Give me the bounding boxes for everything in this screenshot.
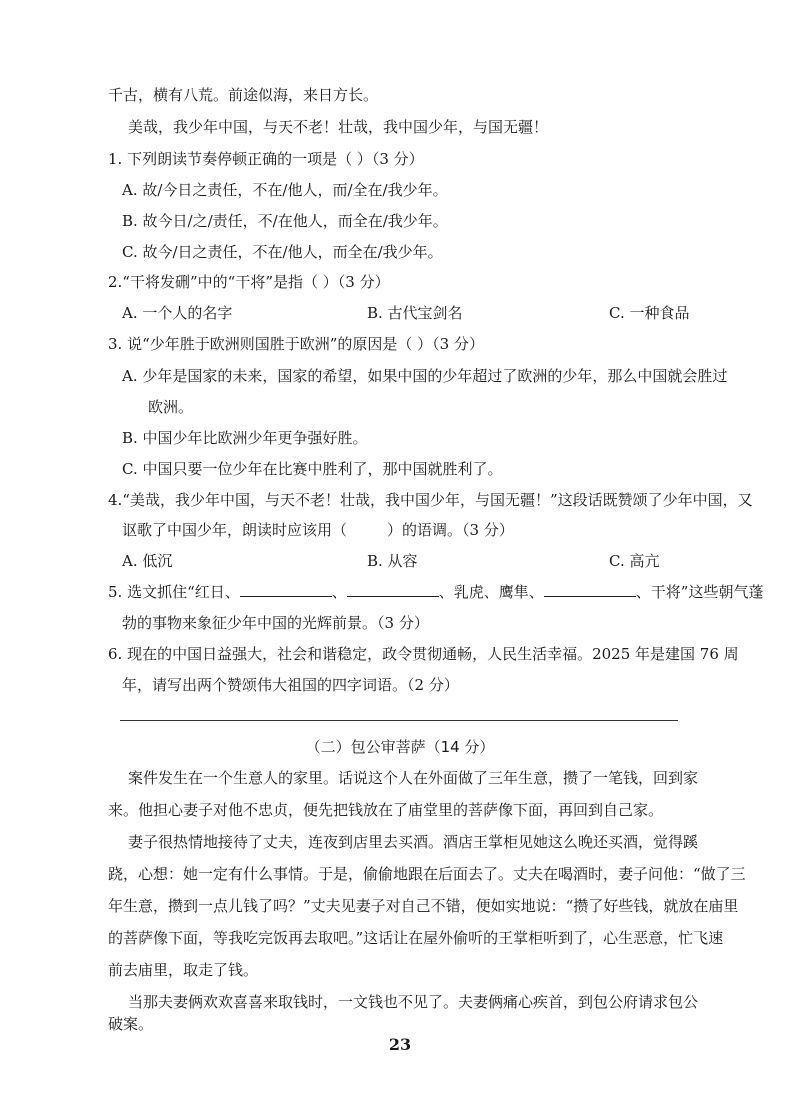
- question-6-stem-cont: 年，请写出两个赞颂伟大祖国的四字词语。（2 分）: [122, 676, 459, 694]
- question-1-option-a: A. 故/今日之责任，不在/他人，而/全在/我少年。: [122, 181, 448, 199]
- question-4-stem: 4.“美哉，我少年中国，与天不老！壮哉，我中国少年，与国无疆！”这段话既赞颂了少年中国，又: [108, 491, 753, 509]
- story-line: 年生意，攒到一点儿钱了吗？”丈夫见妻子对自己不错，便如实地说：“攒了好些钱，就放在庙里: [108, 897, 739, 915]
- answer-blank-2[interactable]: [347, 582, 439, 597]
- question-2-stem: 2.“干将发硎”中的“干将”是指（ ）（3 分）: [108, 273, 390, 291]
- story-line: 妻子很热情地接待了丈夫，连夜到店里去买酒。酒店王掌柜见她这么晚还买酒，觉得蹊: [128, 833, 699, 851]
- page-number: 23: [388, 1035, 412, 1054]
- question-3-option-c: C. 中国只要一位少年在比赛中胜利了，那中国就胜利了。: [122, 460, 503, 478]
- question-5-stem-part-a: 5. 选文抓住“红日、: [108, 583, 240, 601]
- question-5-stem-part-b: 、干将”这些朝气蓬: [635, 583, 764, 601]
- question-4-option-a: A. 低沉: [122, 552, 173, 570]
- passage-line: 千古，横有八荒。前途似海，来日方长。: [108, 86, 379, 104]
- question-5-separator: 、乳虎、鹰隼、: [438, 583, 544, 601]
- question-5-stem: [108, 582, 763, 602]
- question-3-option-b: B. 中国少年比欧洲少年更争强好胜。: [122, 429, 368, 447]
- question-2-option-b: B. 古代宝剑名: [367, 304, 463, 322]
- question-1-stem: 1. 下列朗读节奏停顿正确的一项是（ ）（3 分）: [108, 150, 424, 168]
- story-line: 当那夫妻俩欢欢喜喜来取钱时，一文钱也不见了。夫妻俩痛心疾首，到包公府请求包公: [128, 993, 699, 1011]
- question-3-option-a: A. 少年是国家的未来，国家的希望，如果中国的少年超过了欧洲的少年，那么中国就会胜过: [122, 367, 728, 385]
- question-1-option-b: B. 故今日/之/责任，不/在他人，而全在/我少年。: [122, 212, 448, 230]
- question-2-option-a: A. 一个人的名字: [122, 304, 233, 322]
- question-1-option-c: C. 故今/日之责任，不在/他人，而全在/我少年。: [122, 243, 443, 261]
- passage-line: 美哉，我少年中国，与天不老！壮哉，我中国少年，与国无疆！: [128, 118, 549, 136]
- section-divider: [120, 720, 678, 721]
- question-4-stem-part-a: 讴歌了中国少年，朗读时应该用（: [122, 521, 348, 539]
- story-line: 前去庙里，取走了钱。: [108, 961, 259, 979]
- question-2-option-c: C. 一种食品: [609, 304, 690, 322]
- question-4-option-c: C. 高亢: [609, 552, 660, 570]
- story-line: 来。他担心妻子对他不忠贞，便先把钱放在了庙堂里的菩萨像下面，再回到自己家。: [108, 801, 664, 819]
- story-line: 跷，心想：她一定有什么事情。于是，偷偷地跟在后面去了。丈夫在喝酒时，妻子问他：“做了三: [108, 865, 746, 883]
- section-title: （二）包公审菩萨（14 分）: [305, 738, 495, 756]
- answer-blank-1[interactable]: [240, 582, 332, 597]
- question-6-stem: 6. 现在的中国日益强大，社会和谐稳定，政令贯彻通畅，人民生活幸福。2025 年是建国 76 周: [108, 645, 739, 663]
- question-5-separator: 、: [331, 583, 347, 601]
- question-4-option-b: B. 从容: [367, 552, 418, 570]
- question-3-stem: 3. 说“少年胜于欧洲则国胜于欧洲”的原因是（ ）（3 分）: [108, 335, 484, 353]
- question-4-stem-part-b: ）的语调。（3 分）: [387, 521, 514, 539]
- story-line: 案件发生在一个生意人的家里。话说这个人在外面做了三年生意，攒了一笔钱，回到家: [128, 769, 699, 787]
- question-4-stem-cont: [122, 520, 514, 540]
- answer-blank-3[interactable]: [544, 582, 636, 597]
- story-line: 破案。: [108, 1015, 154, 1033]
- story-line: 的菩萨像下面，等我吃完饭再去取吧。”这话让在屋外偷听的王掌柜听到了，心生恶意，忙飞速: [108, 929, 724, 947]
- question-5-stem-cont: 勃的事物来象征少年中国的光辉前景。（3 分）: [122, 614, 429, 632]
- question-3-option-a-cont: 欧洲。: [148, 398, 194, 416]
